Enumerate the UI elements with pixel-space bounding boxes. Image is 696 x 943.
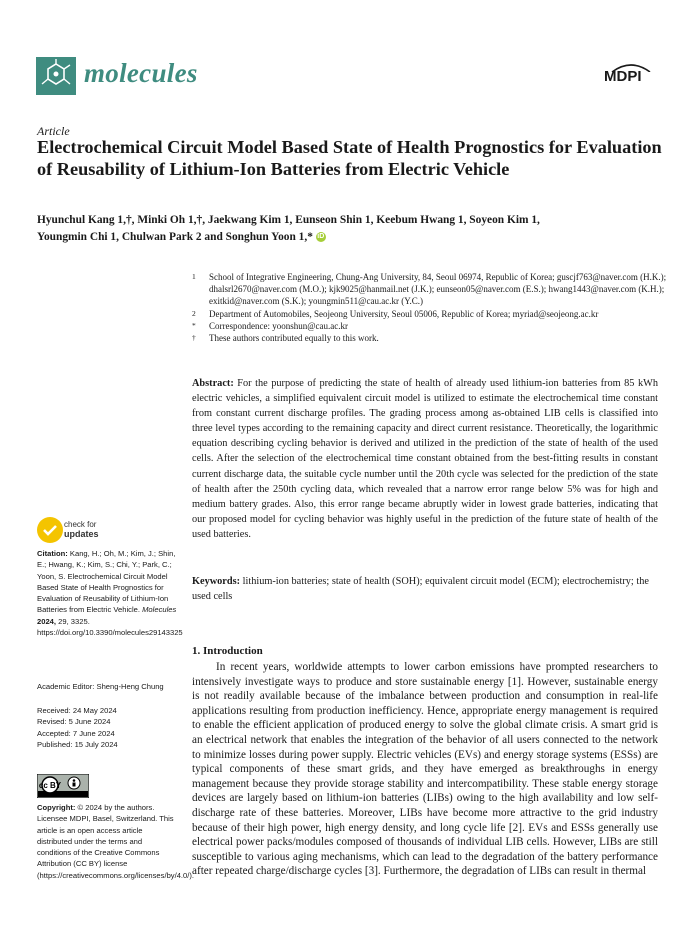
publication-dates bbox=[37, 705, 177, 750]
check-for-label: check for bbox=[64, 520, 97, 529]
correspondence bbox=[190, 320, 670, 332]
affiliation-text: These authors contributed equally to this work. bbox=[209, 333, 379, 344]
citation-journal: Molecules bbox=[142, 605, 177, 615]
author-list bbox=[37, 212, 667, 246]
equal-contribution-note bbox=[190, 332, 670, 344]
citation-doi[interactable]: 29, 3325. https://doi.org/10.3390/molecules29143325 bbox=[37, 616, 183, 638]
authors-line-2 bbox=[37, 229, 667, 246]
abstract bbox=[192, 376, 658, 542]
affiliation-mark: 1 bbox=[192, 272, 196, 281]
citation-year: 2024, bbox=[37, 616, 57, 626]
copyright-label: Copyright: bbox=[37, 803, 76, 812]
keywords bbox=[192, 574, 658, 604]
copyright-text: © 2024 by the authors. Licensee MDPI, Basel, Switzerland. This article is an open access article distributed under the terms and conditions of the Creative Commons Attribution (CC BY) license (https://creativecommons.org/licenses/by/4.0/). bbox=[37, 803, 194, 880]
journal-name: molecules bbox=[84, 58, 198, 88]
date-received: Received: 24 May 2024 bbox=[37, 706, 117, 715]
affiliation-mark: † bbox=[192, 333, 196, 343]
check-for-updates-button[interactable] bbox=[37, 517, 137, 545]
citation-label: Citation: bbox=[37, 549, 68, 558]
affiliation-mark: * bbox=[192, 320, 196, 330]
affiliation-2 bbox=[190, 308, 670, 320]
affiliation-text: Department of Automobiles, Seojeong University, Seoul 05006, Republic of Korea; myriad@seojeong.ac.kr bbox=[209, 308, 599, 319]
affiliation-mark: 2 bbox=[192, 308, 196, 318]
authors-line-1: Hyunchul Kang 1,†, Minki Oh 1,†, Jaekwang Kim 1, Eunseon Shin 1, Keebum Hwang 1, Soyeon Kim 1, bbox=[37, 214, 540, 226]
affiliation-1 bbox=[190, 271, 670, 308]
article-type: Article bbox=[37, 124, 70, 138]
citation-text: Kang, H.; Oh, M.; Kim, J.; Shin, E.; Hwang, K.; Kim, S.; Chi, Y.; Park, C.; Yoon, S. Electrochemical Circuit Model Based State of Health Prognostics for Evaluation of Reusability of Lithium-Ion Batteries from Electric Vehicle. bbox=[37, 549, 176, 615]
introduction-body bbox=[192, 660, 658, 879]
academic-editor: Academic Editor: Sheng-Heng Chung bbox=[37, 682, 164, 691]
section-heading: 1. Introduction bbox=[192, 645, 263, 657]
keywords-label: Keywords: bbox=[192, 576, 241, 587]
introduction-text: In recent years, worldwide attempts to lower carbon emissions have prompted researchers to intensively investigate ways to produce and store sustainable energy [1]. However, sustainable energy is not readily available because of the imbalance between production and consumption in real-life applications resulting from production inefficiency. Hence, appropriate energy management is required to enable the efficient application of produced energy to solve the global climate crisis. A smart grid is an electrical network that enables the integration of the behavior of all users connected to the network to minimize losses during power supply. Electric vehicles (EVs) and energy storage systems (ESSs) are typical components of these smart grids, and they have emerged as breakthroughs in energy management because they provide storage stability and intercompatibility. These stable energy storage devices are largely based on lithium-ion batteries (LIBs) owing to the high availability and low self-discharge rate of these batteries. Moreover, LIBs have become more attractive to the grid industry because of their high power, high energy density, and long cycle life [2]. EVs and ESSs generally use electrical power packs/modules composed of thousands of individual LIB cells. However, LIBs are still susceptible to various aging mechanisms, which can lead to the degradation of the battery performance after repeated charge/discharge cycles [3]. Furthermore, the degradation of LIBs can result in thermal bbox=[192, 661, 658, 878]
affiliation-text: Correspondence: yoonshun@cau.ac.kr bbox=[209, 320, 348, 331]
abstract-label: Abstract: bbox=[192, 378, 234, 389]
cc-label: cc BY bbox=[38, 781, 62, 790]
copyright bbox=[37, 802, 194, 881]
publisher-name: MDPI bbox=[604, 68, 642, 85]
affiliation-text: School of Integrative Engineering, Chung-Ang University, 84, Seoul 06974, Republic of Korea; guscjf763@naver.com (H.K.); dhalsrl2670@naver.com (M.O.); kjk9025@hanmail.net (J.K.); eunseon05@naver.com (E.S.); hwang1443@naver.com (K.H.); exitkid@naver.com (S.K.); youngmin511@cau.ac.kr (Y.C.) bbox=[209, 272, 667, 307]
authors-line-2-text: Youngmin Chi 1, Chulwan Park 2 and Songhun Yoon 1,* bbox=[37, 231, 313, 243]
citation bbox=[37, 548, 183, 638]
keywords-text: lithium-ion batteries; state of health (SOH); equivalent circuit model (ECM); electrochemistry; the used cells bbox=[192, 576, 649, 603]
date-published: Published: 15 July 2024 bbox=[37, 739, 118, 749]
journal-logo-icon bbox=[36, 57, 76, 95]
cc-by-license-icon[interactable] bbox=[37, 774, 89, 798]
check-for-updates-icon bbox=[37, 517, 63, 543]
date-accepted: Accepted: 7 June 2024 bbox=[37, 728, 115, 738]
abstract-text: For the purpose of predicting the state of health of already used lithium-ion batteries from 85 kWh electric vehicles, a simplified equivalent circuit model is utilized to estimate the electrochemical time constant from constant current discharge profiles. The grading process among as-obtained LIB cells is classified into three level types according to the remaining capacity and direct current resistance. Theoretically, the logarithmic equation describing cycling behavior is derived and utilized in the prediction of the state of health of the used cells. After the selection of the electrochemical time constant obtained from the best-fitting results in constant current discharge data, the suitable cycle number until the 20th cycle was selected for the prediction of the state of health after the 250th cycling data, which revealed that a narrow error range below 5% was for high and medium battery grades. Also, this error range became abruptly wider in lowest grade batteries, indicating that our proposed model for cycling behavior was highly useful in the prediction of the future state of health of the used batteries. bbox=[192, 378, 658, 540]
affiliations bbox=[190, 271, 670, 344]
updates-label: updates bbox=[64, 529, 99, 539]
article-title: Electrochemical Circuit Model Based State of Health Prognostics for Evaluation of Reusability of Lithium-Ion Batteries from Electric Vehicle bbox=[37, 137, 662, 179]
orcid-icon[interactable]: iD bbox=[317, 233, 325, 241]
date-revised: Revised: 5 June 2024 bbox=[37, 717, 111, 727]
